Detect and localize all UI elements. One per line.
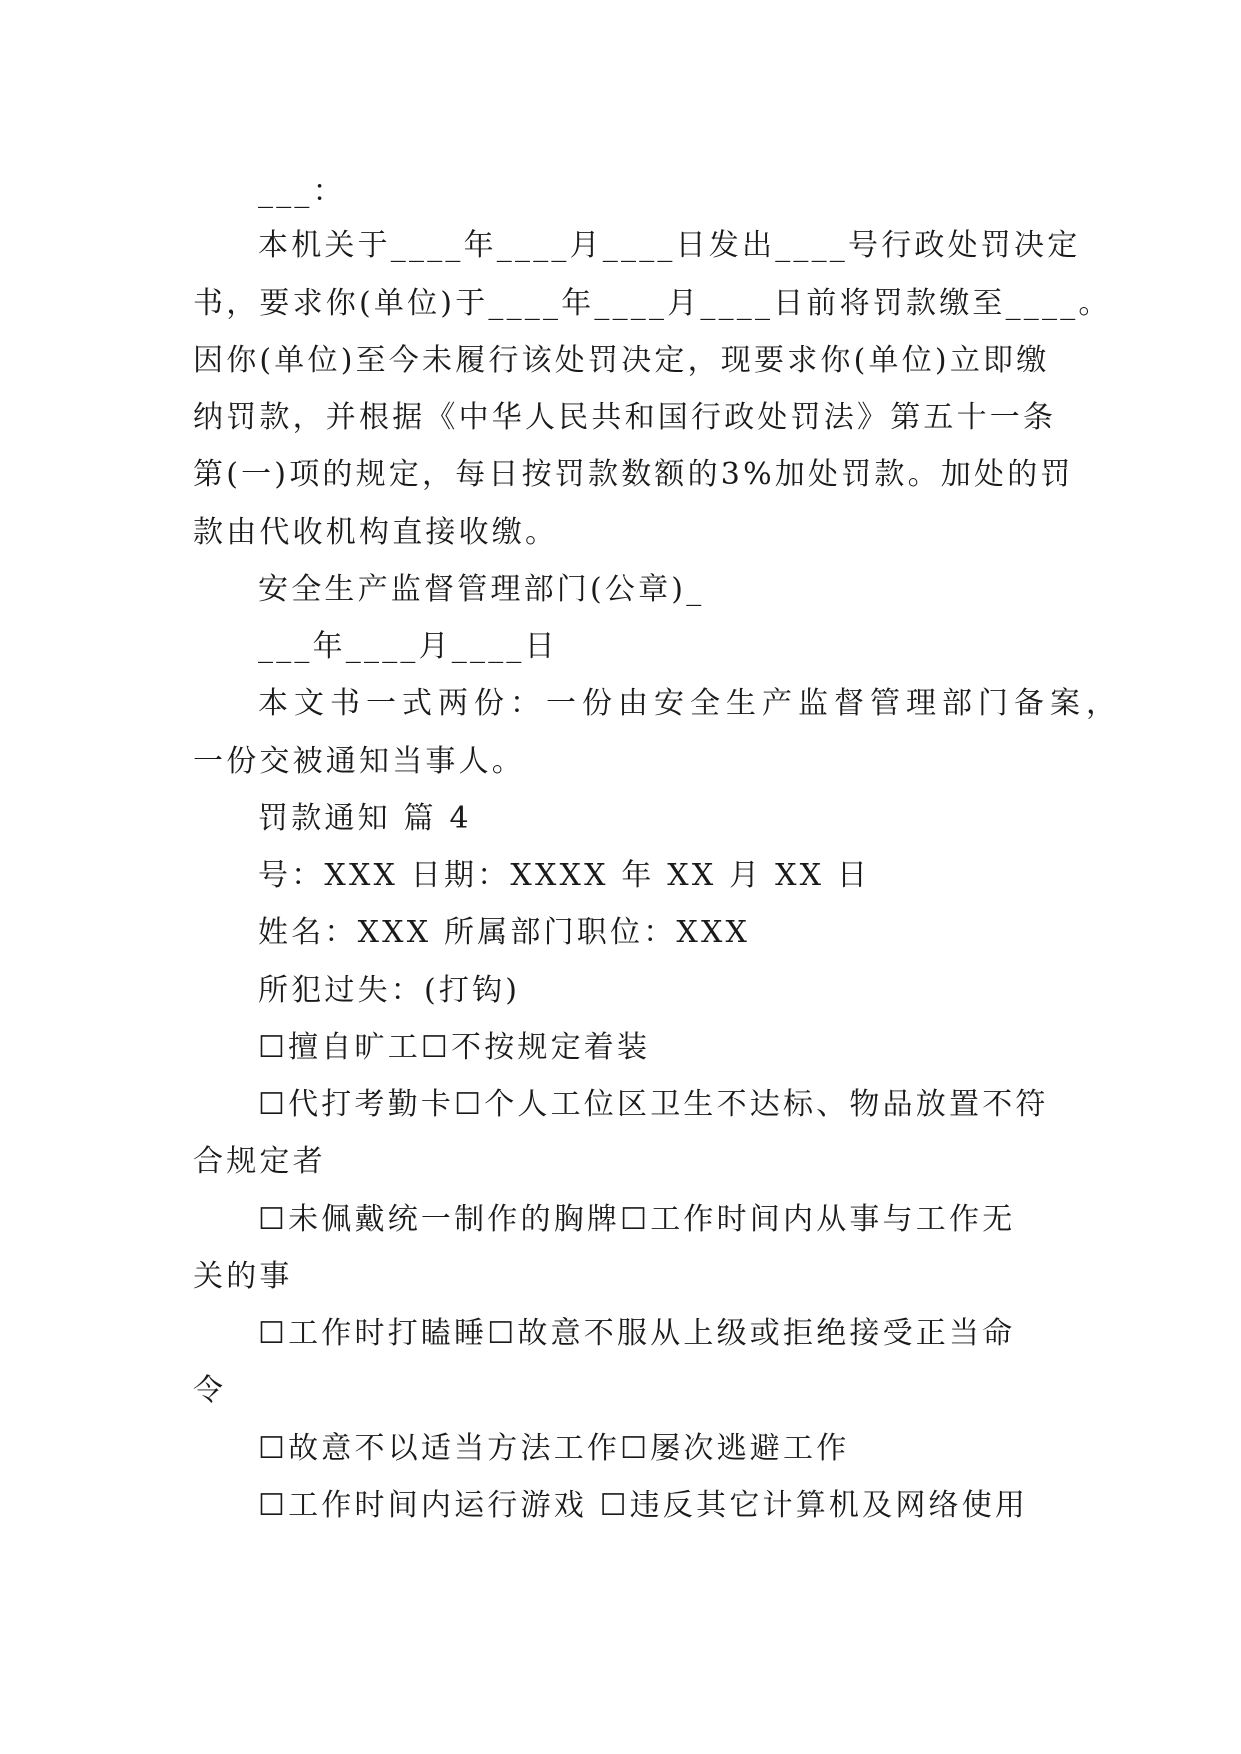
- name-position-line: 姓名：XXX 所属部门职位：XXX: [258, 915, 751, 950]
- body-paragraph-line: 第(一)项的规定，每日按罚款数额的3%加处罚款。加处的罚: [193, 457, 1074, 492]
- number-date-line: 号：XXX 日期：XXXX 年 XX 月 XX 日: [258, 858, 871, 893]
- offense-label: 所犯过失：(打钩): [258, 973, 521, 1008]
- section-heading: 罚款通知 篇 4: [258, 801, 472, 836]
- offense-checklist-item: ☐故意不以适当方法工作☐屡次逃避工作: [258, 1431, 850, 1466]
- offense-checklist-item: ☐代打考勤卡☐个人工位区卫生不达标、物品放置不符: [258, 1087, 1049, 1122]
- date-line: ___年____月____日: [258, 629, 558, 664]
- offense-checklist-item: ☐工作时间内运行游戏 ☐违反其它计算机及网络使用: [258, 1488, 1029, 1523]
- offense-checklist-item: ☐未佩戴统一制作的胸牌☐工作时间内从事与工作无: [258, 1202, 1016, 1237]
- issuer-seal-line: 安全生产监督管理部门(公章)_: [258, 572, 705, 607]
- offense-checklist-item: ☐擅自旷工☐不按规定着装: [258, 1030, 651, 1065]
- offense-checklist-item: ☐工作时打瞌睡☐故意不服从上级或拒绝接受正当命: [258, 1316, 1016, 1351]
- body-paragraph-line: 款由代收机构直接收缴。: [193, 515, 559, 550]
- body-paragraph-line: 纳罚款，并根据《中华人民共和国行政处罚法》第五十一条: [193, 400, 1057, 435]
- body-paragraph-line: 书，要求你(单位)于____年____月____日前将罚款缴至____。: [193, 286, 1112, 321]
- addressee-line: ___：: [258, 174, 346, 209]
- copies-note-line: 本文书一式两份：一份由安全生产监督管理部门备案，: [258, 686, 1122, 721]
- copies-note-line: 一份交被通知当事人。: [193, 744, 525, 779]
- offense-checklist-item: 关的事: [193, 1259, 293, 1294]
- body-paragraph-line: 本机关于____年____月____日发出____号行政处罚决定: [258, 228, 1081, 263]
- offense-checklist-item: 令: [193, 1373, 227, 1408]
- offense-checklist-item: 合规定者: [193, 1144, 326, 1179]
- body-paragraph-line: 因你(单位)至今未履行该处罚决定，现要求你(单位)立即缴: [193, 343, 1050, 378]
